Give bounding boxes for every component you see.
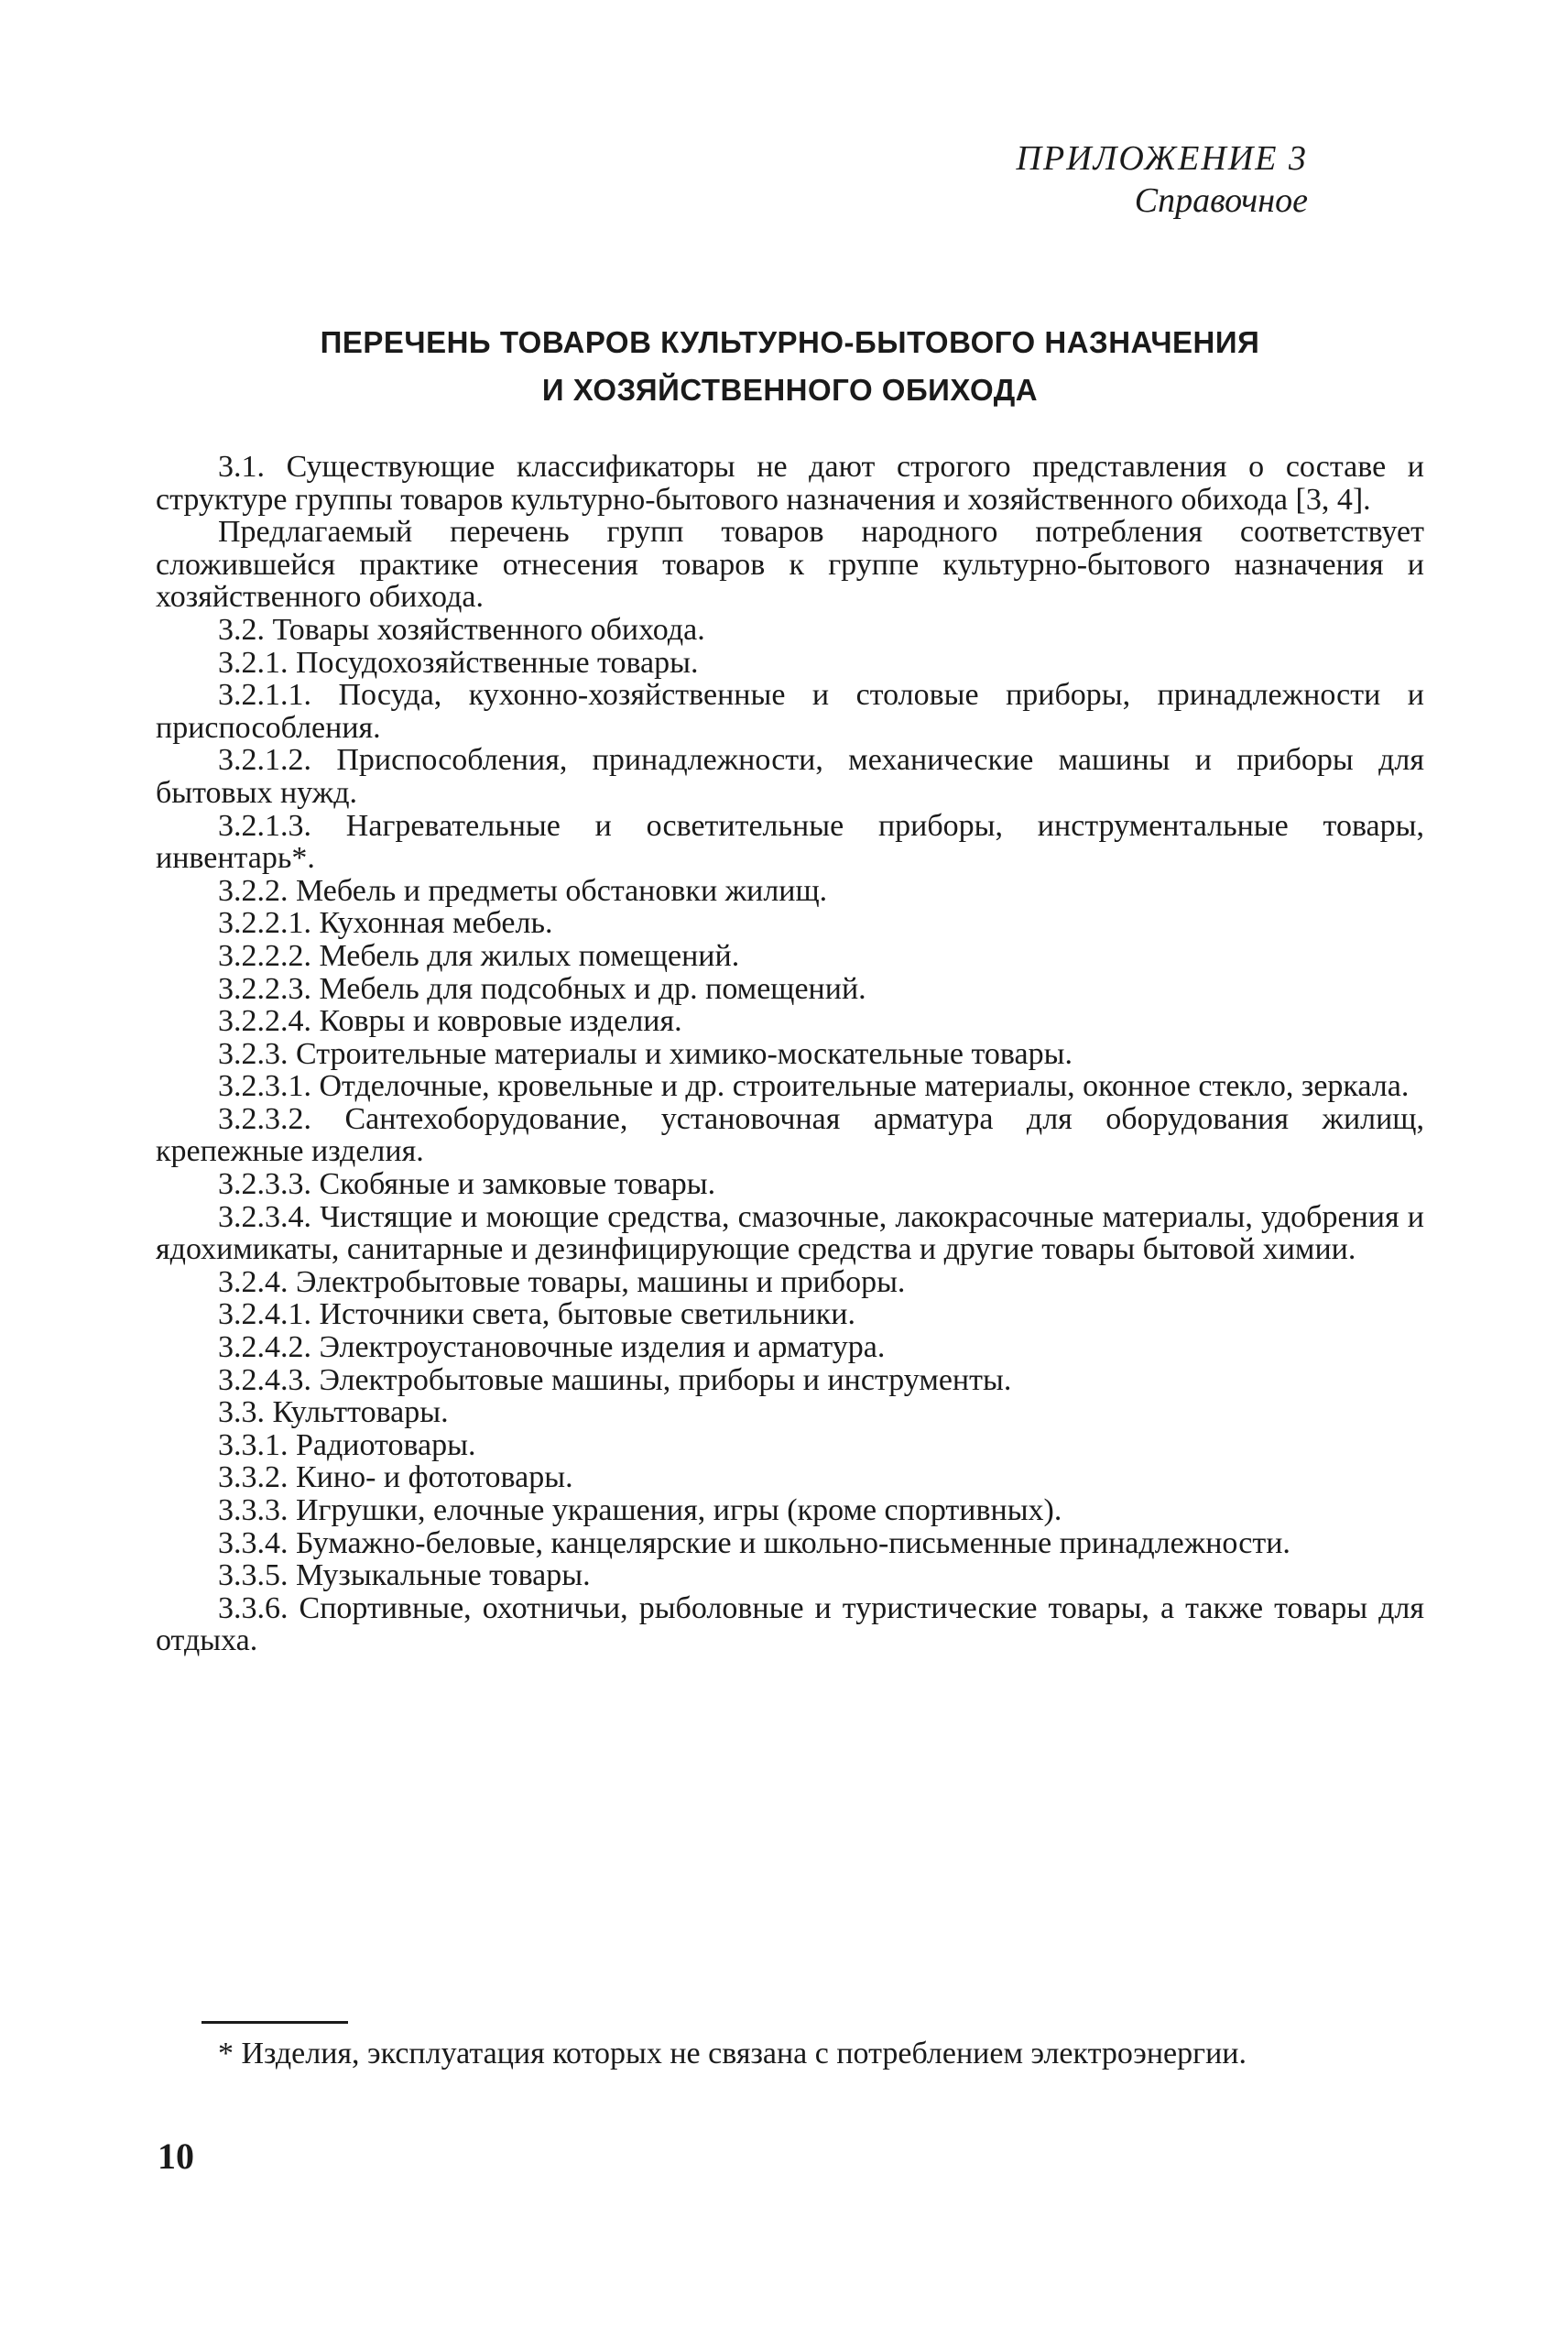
paragraph-3-2-2-2: 3.2.2.2. Мебель для жилых помещений. (218, 938, 740, 973)
paragraph-3-2-3-2: 3.2.3.2. Сантехоборудование, установочная арматура для оборудования жилищ, крепежные изделия. (156, 1101, 1424, 1169)
paragraph-3-2-1-2: 3.2.1.2. Приспособления, принадлежности, механические машины и приборы для бытовых нужд. (156, 743, 1424, 810)
paragraph-3-2-2-1: 3.2.2.1. Кухонная мебель. (218, 906, 553, 941)
paragraph-3-2-3: 3.2.3. Строительные материалы и химико-москательные товары. (218, 1036, 1073, 1071)
paragraph-3-1: 3.1. Существующие классификаторы не дают строгого представления о составе и структуре группы товаров культурно-бытового назначения и хозяйственного обихода [3, 4]. (156, 450, 1424, 517)
title-line-1: ПЕРЕЧЕНЬ ТОВАРОВ КУЛЬТУРНО-БЫТОВОГО НАЗНАЧЕНИЯ (320, 325, 1260, 359)
paragraph-3-2-4-3: 3.2.4.3. Электробытовые машины, приборы и инструменты. (218, 1362, 1012, 1397)
paragraph-3-2-3-4: 3.2.3.4. Чистящие и моющие средства, смазочные, лакокрасочные материалы, удобрения и ядохимикаты, санитарные и дезинфицирующие средства и другие товары бытовой химии. (156, 1199, 1424, 1267)
paragraph-3-2-1: 3.2.1. Посудохозяйственные товары. (218, 645, 699, 680)
paragraph-3-3: 3.3. Культтовары. (218, 1395, 449, 1430)
paragraph-3-3-3: 3.3.3. Игрушки, елочные украшения, игры (кроме спортивных). (218, 1493, 1062, 1527)
footnote-divider (201, 2021, 348, 2024)
paragraph-3-2-3-3: 3.2.3.3. Скобяные и замковые товары. (218, 1167, 716, 1202)
paragraph-3-2-2: 3.2.2. Мебель и предметы обстановки жилищ. (218, 873, 828, 908)
paragraph-3-3-4: 3.3.4. Бумажно-беловые, канцелярские и школьно-письменные принадлежности. (218, 1525, 1290, 1560)
paragraph-3-2-2-4: 3.2.2.4. Ковры и ковровые изделия. (218, 1004, 682, 1039)
paragraph-3-2-2-3: 3.2.2.3. Мебель для подсобных и др. помещений. (218, 971, 866, 1006)
paragraph-3-3-2: 3.3.2. Кино- и фототовары. (218, 1460, 573, 1495)
page-number: 10 (158, 2136, 194, 2177)
paragraph-3-2-3-1: 3.2.3.1. Отделочные, кровельные и др. строительные материалы, оконное стекло, зеркала. (218, 1069, 1410, 1104)
appendix-label: ПРИЛОЖЕНИЕ 3 (1016, 139, 1308, 178)
paragraph-3-2: 3.2. Товары хозяйственного обихода. (218, 612, 705, 647)
footnote: * Изделия, эксплуатация которых не связана с потреблением электроэнергии. (218, 2037, 1247, 2070)
paragraph-3-3-5: 3.3.5. Музыкальные товары. (218, 1558, 591, 1593)
body-text (156, 451, 1424, 1657)
document-title (156, 319, 1424, 414)
appendix-type: Справочное (1134, 181, 1308, 220)
appendix-header (1017, 137, 1308, 222)
paragraph-3-3-6: 3.3.6. Спортивные, охотничьи, рыболовные и туристические товары, а также товары для отдыха. (156, 1590, 1424, 1658)
paragraph-intro: Предлагаемый перечень групп товаров народного потребления соответствует сложившейся практике отнесения товаров к группе культурно-бытового назначения и хозяйственного обихода. (156, 515, 1424, 615)
paragraph-3-2-1-3: 3.2.1.3. Нагревательные и осветительные приборы, инструментальные товары, инвентарь*. (156, 808, 1424, 876)
paragraph-3-3-1: 3.3.1. Радиотовары. (218, 1427, 476, 1462)
paragraph-3-2-1-1: 3.2.1.1. Посуда, кухонно-хозяйственные и столовые приборы, принадлежности и приспособления. (156, 678, 1424, 745)
title-line-2: И ХОЗЯЙСТВЕННОГО ОБИХОДА (541, 373, 1039, 407)
paragraph-3-2-4: 3.2.4. Электробытовые товары, машины и приборы. (218, 1264, 906, 1299)
paragraph-3-2-4-2: 3.2.4.2. Электроустановочные изделия и арматура. (218, 1330, 886, 1365)
paragraph-3-2-4-1: 3.2.4.1. Источники света, бытовые светильники. (218, 1297, 855, 1332)
